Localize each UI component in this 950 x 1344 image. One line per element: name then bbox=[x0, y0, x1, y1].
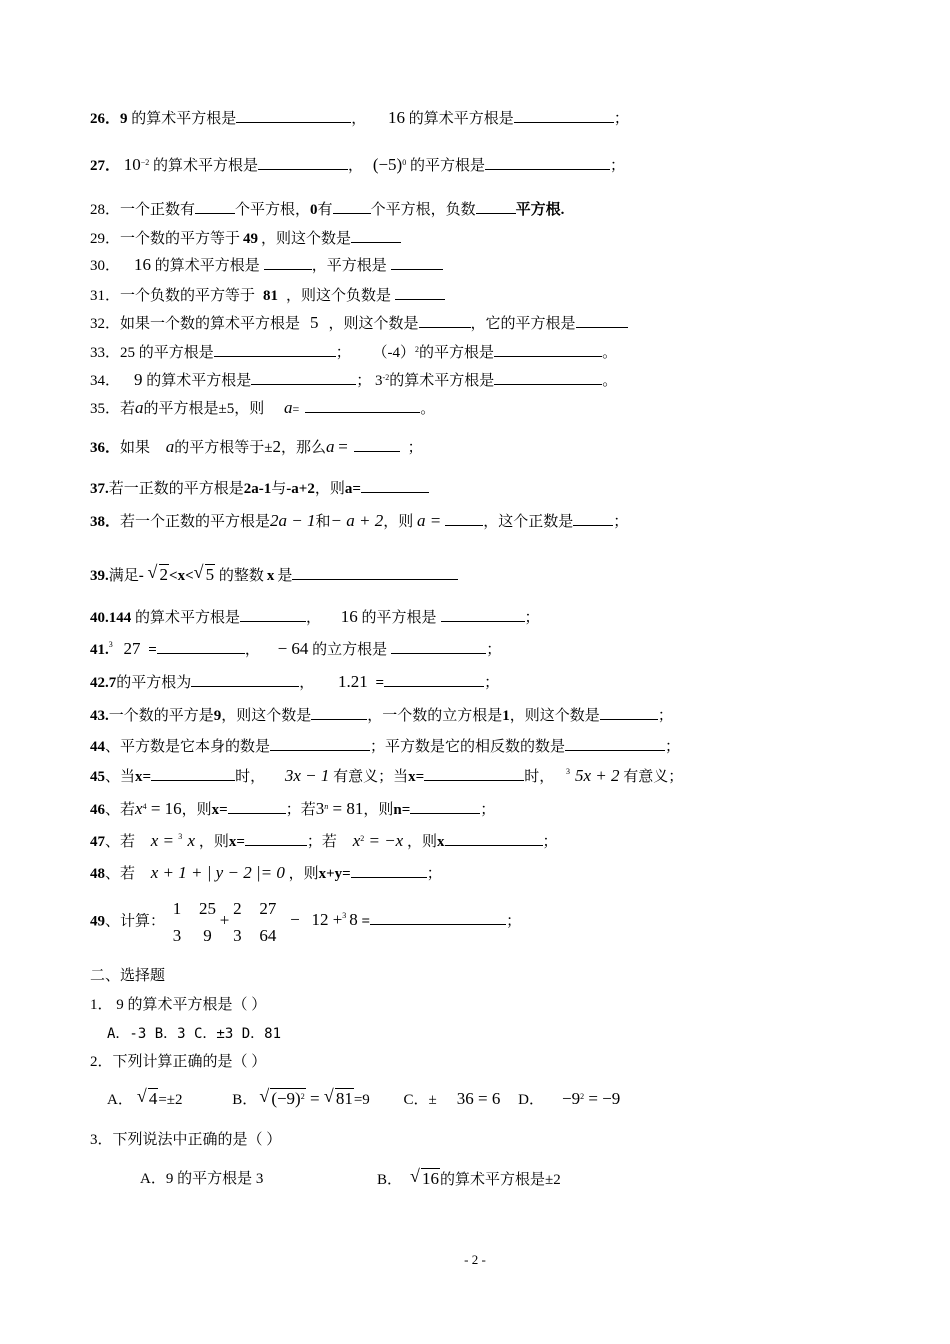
answer-blank[interactable] bbox=[251, 370, 356, 385]
question-41: 41.$^3$ 27 = ， − 64 的立方根是 ； bbox=[90, 639, 502, 658]
fraction: 1 3 bbox=[172, 899, 182, 945]
answer-blank[interactable] bbox=[292, 565, 458, 580]
answer-blank[interactable] bbox=[245, 831, 307, 846]
answer-blank[interactable] bbox=[573, 511, 613, 526]
sqrt-81: √ 81 bbox=[323, 1086, 353, 1108]
answer-blank[interactable] bbox=[576, 313, 628, 328]
question-39: 39.满足- √ 2<x< √ 5 的整数 x 是 bbox=[90, 565, 458, 586]
question-45: 45、当x= 时， 3x − 1 有意义；当x= 时， $^3$ 5x + 2 有意义； bbox=[90, 766, 684, 785]
sqrt-5: √ 5 bbox=[193, 562, 215, 584]
question-37: 37.若一正数的平方根是2a-1与-a+2，则a= bbox=[90, 478, 429, 499]
question-28: 28．一个正数有 个平方根，0有 个平方根，负数 平方根. bbox=[90, 199, 564, 220]
question-27: 27． $10^{-2}$ 的算术平方根是 ， $(-5)^0$ 的平方根是 ； bbox=[90, 155, 626, 174]
page-number: - 2 - bbox=[464, 1252, 486, 1267]
answer-blank[interactable] bbox=[236, 108, 351, 123]
fraction: 25 9 bbox=[199, 899, 217, 945]
question-38: 38．若一个正数的平方根是2a − 1和− a + 2，则 a = ，这个正数是 ； bbox=[90, 511, 629, 530]
question-40: 40.144 的算术平方根是 ， 16 的平方根是 ； bbox=[90, 607, 540, 626]
choice-question-3: 3．下列说法中正确的是（ ） bbox=[90, 1132, 282, 1148]
question-31: 31．一个负数的平方等于 81 ，则这个负数是 bbox=[90, 285, 445, 306]
answer-blank[interactable] bbox=[270, 736, 370, 751]
answer-blank[interactable] bbox=[494, 342, 602, 357]
answer-blank[interactable] bbox=[151, 766, 235, 781]
answer-blank[interactable] bbox=[228, 799, 286, 814]
choice-option-3b: B． √ 16的算术平方根是±2 bbox=[377, 1166, 561, 1188]
answer-blank[interactable] bbox=[351, 863, 427, 878]
answer-blank[interactable] bbox=[361, 478, 429, 493]
choice-question-2: 2．下列计算正确的是（ ） bbox=[90, 1054, 267, 1070]
question-32: 32．如果一个数的算术平方根是 5 ，则这个数是 ，它的平方根是 bbox=[90, 313, 628, 334]
sqrt-neg9-sq: √ $(-9)^2$ bbox=[259, 1086, 305, 1108]
sqrt-16: √ 16 bbox=[410, 1166, 440, 1188]
answer-blank[interactable] bbox=[311, 705, 367, 720]
question-46: 46、若$x^4 = 16$，则x= ；若$3^n = 81$，则n= ； bbox=[90, 799, 496, 818]
answer-blank[interactable] bbox=[514, 108, 614, 123]
answer-blank[interactable] bbox=[565, 736, 665, 751]
question-48: 48、若 x + 1 + | y − 2 |= 0 ，则x+y= ； bbox=[90, 863, 442, 882]
section-heading: 二、选择题 bbox=[90, 968, 166, 984]
answer-blank[interactable] bbox=[258, 155, 348, 170]
answer-blank[interactable] bbox=[600, 705, 658, 720]
question-42: 42.7的平方根为 ， 1.21 = ； bbox=[90, 672, 500, 691]
answer-blank[interactable] bbox=[391, 639, 486, 654]
choice-options-2: A． √ 4=±2 B． √ $(-9)^2$ = √ 81=9 C．± 36 = 6 D． $-9^2 = -9$ bbox=[107, 1089, 620, 1112]
answer-blank[interactable] bbox=[354, 437, 400, 452]
question-44: 44、平方数是它本身的数是 ；平方数是它的相反数的数是 ； bbox=[90, 736, 680, 757]
choice-option-3a: A．9 的平方根是 3 bbox=[140, 1171, 264, 1187]
answer-blank[interactable] bbox=[410, 799, 480, 814]
answer-blank[interactable] bbox=[191, 672, 299, 687]
fraction: 2 3 bbox=[233, 899, 242, 945]
question-30: 30． 16 的算术平方根是 ，平方根是 bbox=[90, 255, 443, 276]
answer-blank[interactable] bbox=[333, 199, 371, 214]
question-29: 29．一个数的平方等于 49 ，则这个数是 bbox=[90, 228, 401, 249]
answer-blank[interactable] bbox=[485, 155, 610, 170]
answer-blank[interactable] bbox=[441, 607, 525, 622]
question-35: 35．若a的平方根是±5，则 a= 。 bbox=[90, 398, 436, 417]
choice-question-1: 1． 9 的算术平方根是（ ） bbox=[90, 997, 267, 1013]
question-43: 43.一个数的平方是9，则这个数是 ，一个数的立方根是1，则这个数是 ； bbox=[90, 705, 673, 726]
answer-blank[interactable] bbox=[305, 398, 420, 413]
sqrt-2: √ 2 bbox=[147, 562, 169, 584]
answer-blank[interactable] bbox=[391, 255, 443, 270]
question-34: 34． 9 的算术平方根是 ； $3^{-2}$的算术平方根是 。 bbox=[90, 370, 618, 389]
q-number: 26． bbox=[90, 111, 121, 127]
question-33: 33．25 的平方根是 ； $(-4)^2$的平方根是 。 bbox=[90, 342, 617, 365]
answer-blank[interactable] bbox=[264, 255, 312, 270]
question-36: 36．如果 a的平方根等于±2，那么a = ； bbox=[90, 437, 423, 456]
answer-blank[interactable] bbox=[195, 199, 235, 214]
answer-blank[interactable] bbox=[494, 370, 602, 385]
answer-blank[interactable] bbox=[370, 910, 506, 925]
answer-blank[interactable] bbox=[214, 342, 336, 357]
answer-blank[interactable] bbox=[419, 313, 471, 328]
answer-blank[interactable] bbox=[395, 285, 445, 300]
answer-blank[interactable] bbox=[476, 199, 516, 214]
fraction: 27 64 bbox=[259, 899, 277, 945]
answer-blank[interactable] bbox=[351, 228, 401, 243]
answer-blank[interactable] bbox=[424, 766, 524, 781]
question-47: 47、若 x = $^3$ x ，则x= ；若 $x^2 = -x$ ，则x ； bbox=[90, 831, 558, 850]
answer-blank[interactable] bbox=[240, 607, 306, 622]
answer-blank[interactable] bbox=[445, 831, 543, 846]
choice-options-1: A．-3 B．3 C．±3 D．81 bbox=[107, 1026, 282, 1042]
sqrt-4: √ 4 bbox=[136, 1086, 158, 1108]
question-49: 49、计算： 1 3 25 9 + 2 3 27 64 − 12 +$^3$ 8 = ； bbox=[90, 895, 521, 949]
answer-blank[interactable] bbox=[157, 639, 245, 654]
answer-blank[interactable] bbox=[445, 511, 483, 526]
answer-blank[interactable] bbox=[384, 672, 484, 687]
question-26: 26．9 的算术平方根是 ， 16 的算术平方根是 ； bbox=[90, 108, 629, 127]
